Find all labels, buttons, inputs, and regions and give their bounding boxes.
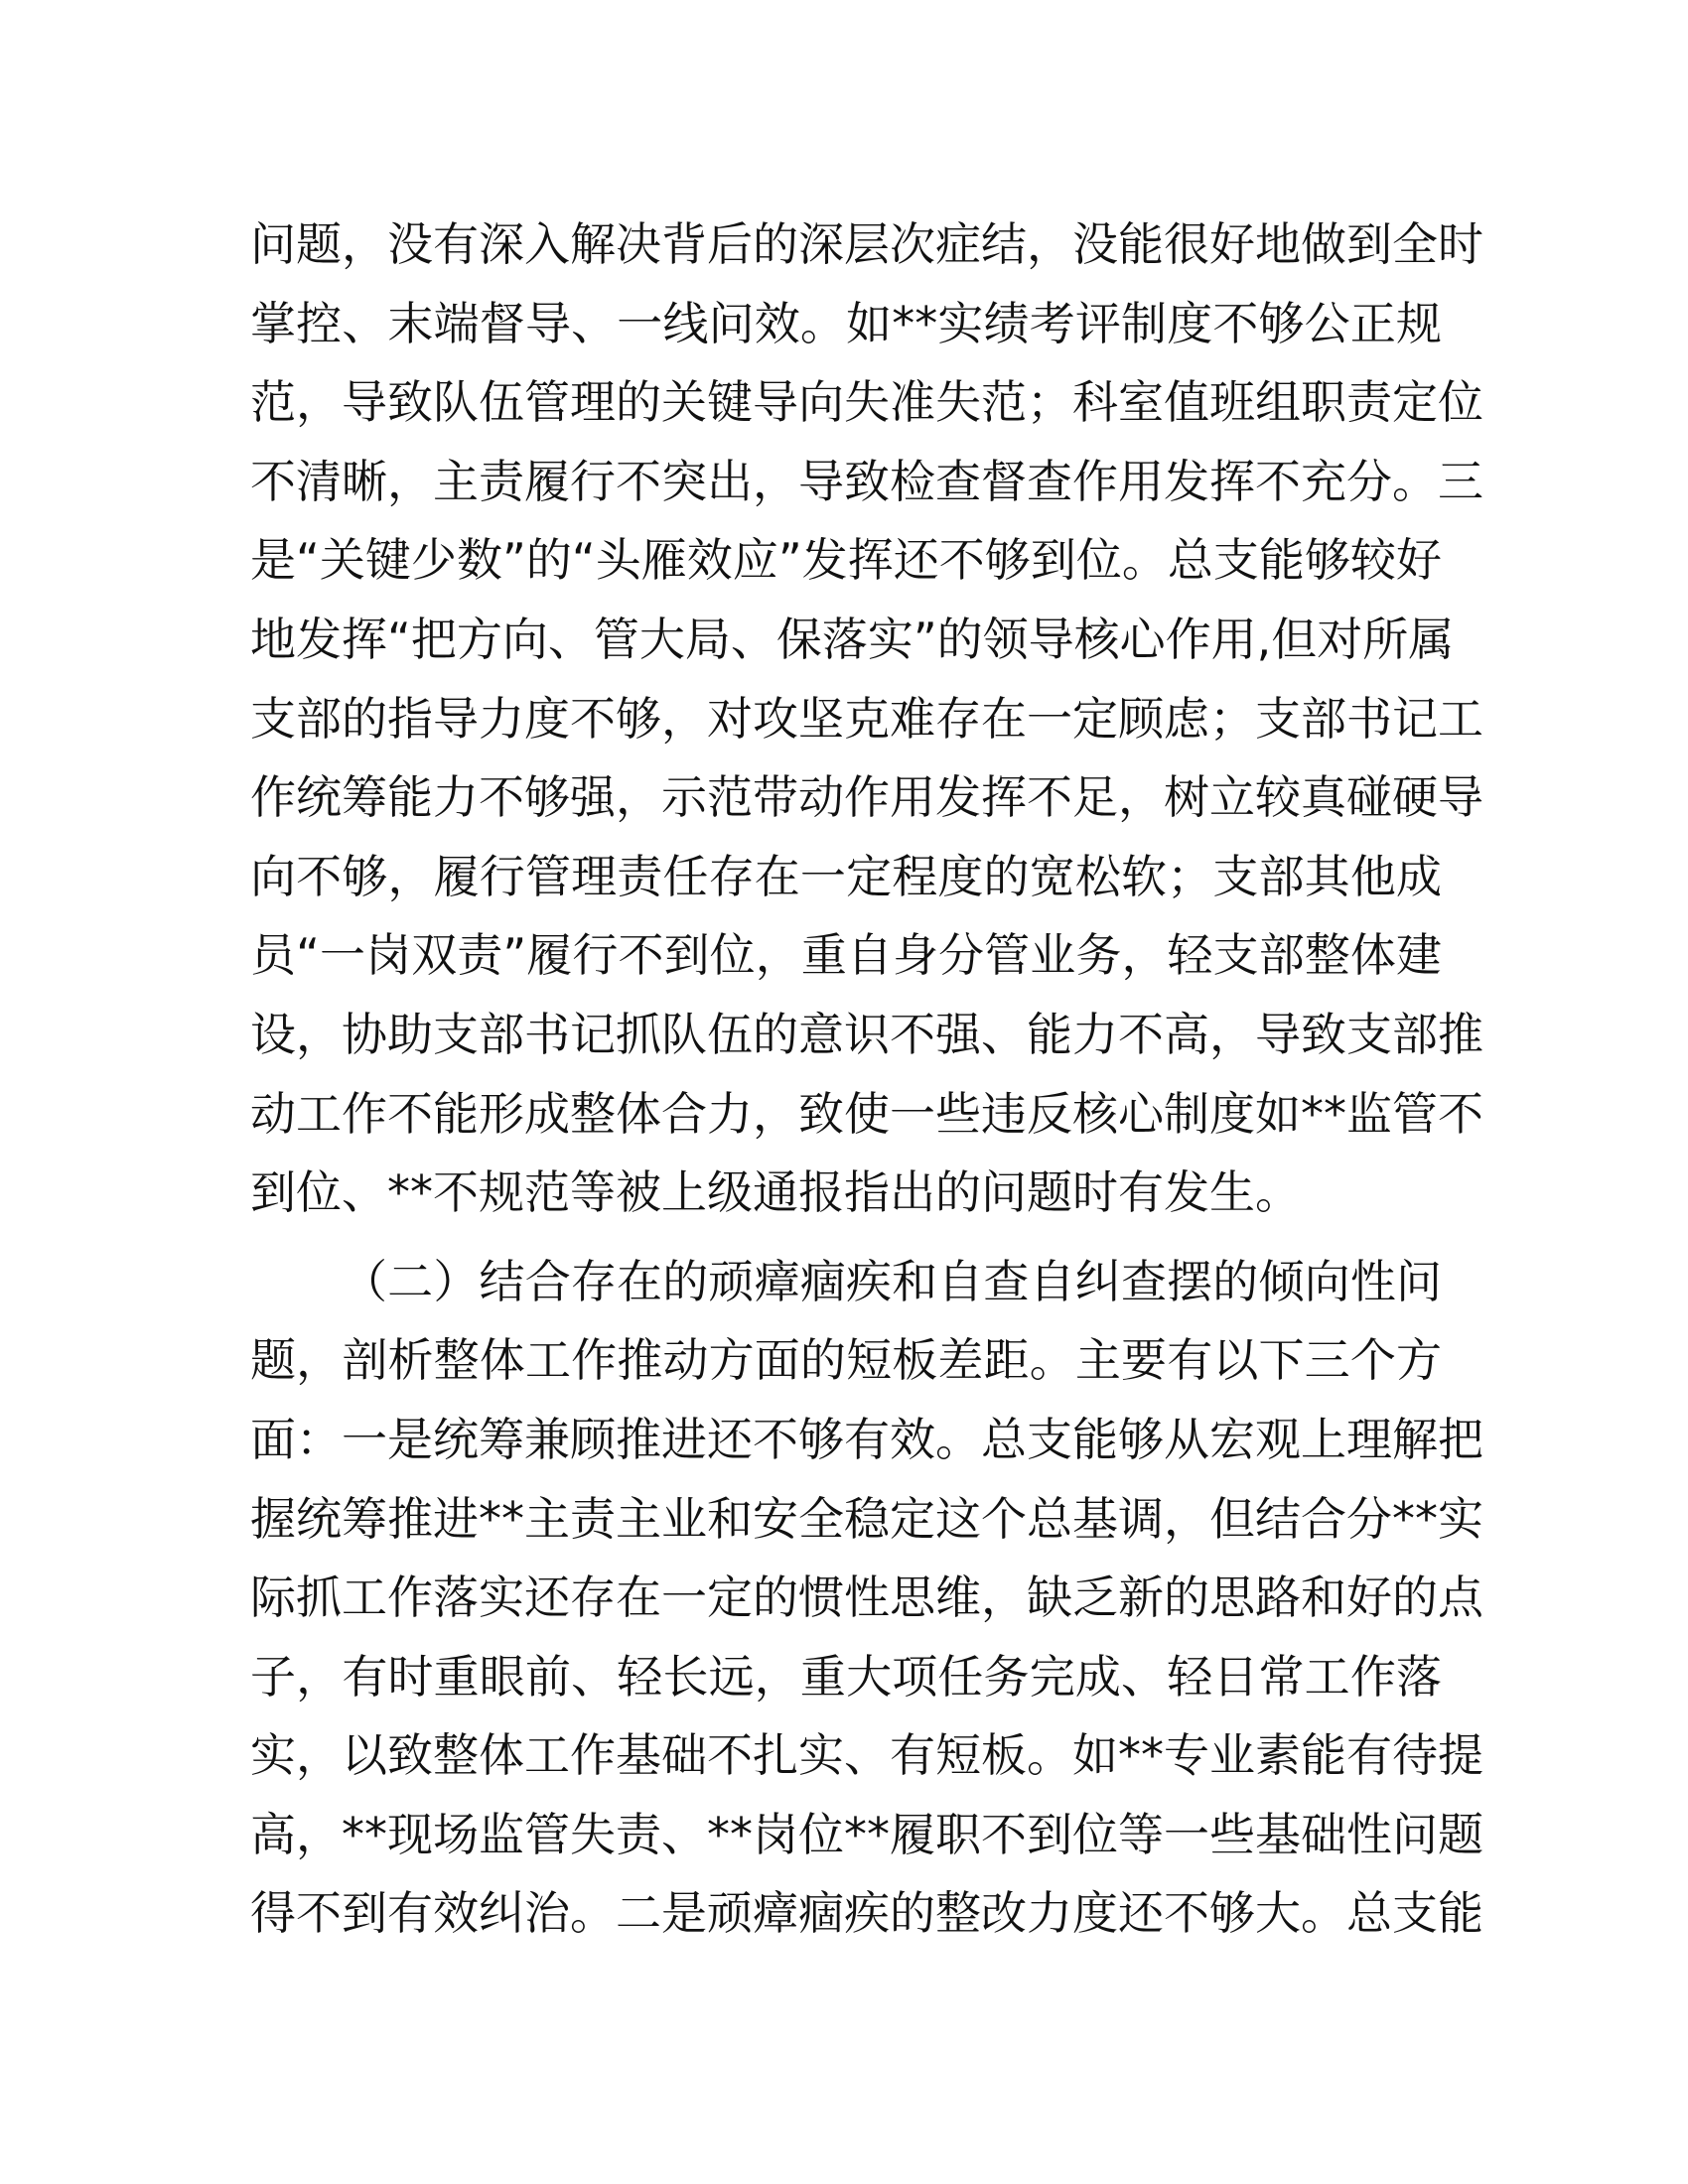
text-line: 高，**现场监管失责、**岗位**履职不到位等一些基础性问题 <box>250 1807 1483 1861</box>
text-line: 地发挥“把方向、管大局、保落实”的领导核心作用,但对所属 <box>250 612 1455 666</box>
text-line: 掌控、末端督导、一线问效。如**实绩考评制度不够公正规 <box>250 296 1442 350</box>
text-line: 握统筹推进**主责主业和安全稳定这个总基调，但结合分**实 <box>250 1491 1483 1546</box>
text-line: 设，协助支部书记抓队伍的意识不强、能力不高，导致支部推 <box>250 1007 1483 1061</box>
text-line: （二）结合存在的顽瘴痼疾和自查自纠查摆的倾向性问 <box>342 1254 1442 1308</box>
document-body <box>250 205 1483 1954</box>
text-line: 问题，没有深入解决背后的深层次症结，没能很好地做到全时 <box>250 217 1483 271</box>
text-line: 作统筹能力不够强，示范带动作用发挥不足，树立较真碰硬导 <box>250 770 1483 825</box>
text-line: 子，有时重眼前、轻长远，重大项任务完成、轻日常工作落 <box>250 1649 1442 1704</box>
text-line: 支部的指导力度不够，对攻坚克难存在一定顾虑；支部书记工 <box>250 691 1483 746</box>
text-line: 题，剖析整体工作推动方面的短板差距。主要有以下三个方 <box>250 1333 1442 1388</box>
paragraph-2 <box>250 1243 1483 1954</box>
text-line: 是“关键少数”的“头雁效应”发挥还不够到位。总支能够较好 <box>250 533 1442 588</box>
text-line: 动工作不能形成整体合力，致使一些违反核心制度如**监管不 <box>250 1086 1483 1141</box>
paragraph-1 <box>250 205 1483 1233</box>
text-line: 到位、**不规范等被上级通报指出的问题时有发生。 <box>250 1165 1301 1220</box>
text-line: 不清晰，主责履行不突出，导致检查督查作用发挥不充分。三 <box>250 454 1483 508</box>
text-line: 面：一是统筹兼顾推进还不够有效。总支能够从宏观上理解把 <box>250 1412 1483 1466</box>
text-line: 向不够，履行管理责任存在一定程度的宽松软；支部其他成 <box>250 849 1442 903</box>
text-line: 际抓工作落实还存在一定的惯性思维，缺乏新的思路和好的点 <box>250 1570 1483 1625</box>
text-line: 员“一岗双责”履行不到位，重自身分管业务，轻支部整体建 <box>250 928 1442 983</box>
text-line: 范，导致队伍管理的关键导向失准失范；科室值班组职责定位 <box>250 375 1483 430</box>
text-line: 得不到有效纠治。二是顽瘴痼疾的整改力度还不够大。总支能 <box>250 1886 1483 1941</box>
text-line: 实，以致整体工作基础不扎实、有短板。如**专业素能有待提 <box>250 1728 1483 1783</box>
